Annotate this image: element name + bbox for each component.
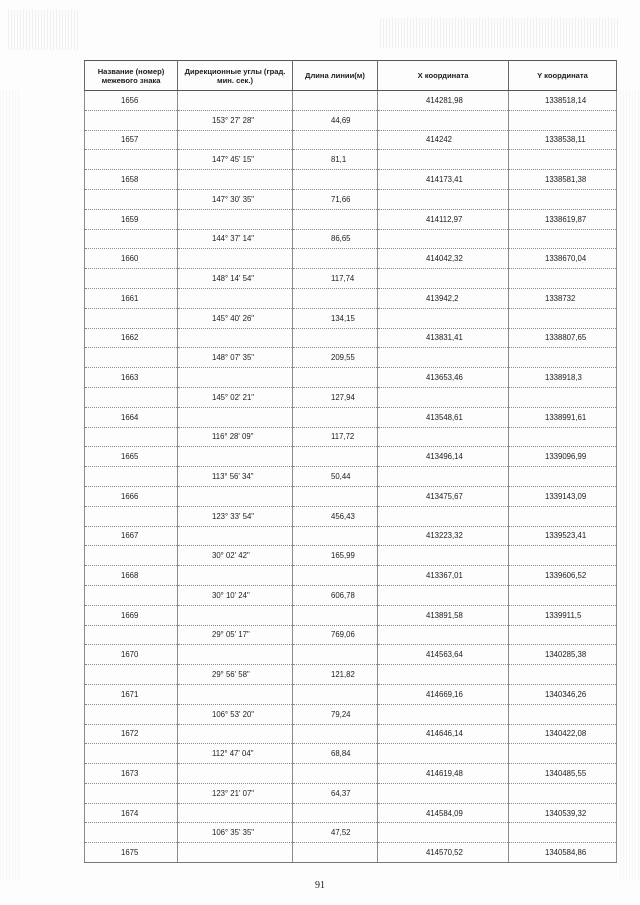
y-coordinate-cell: 1339606,52 <box>509 566 617 586</box>
table-row <box>85 585 617 605</box>
x-coordinate-cell: 414112,97 <box>378 209 509 229</box>
line-length-cell <box>293 130 378 150</box>
y-coordinate-cell <box>509 387 617 407</box>
y-coordinate-cell <box>509 427 617 447</box>
x-coordinate-cell <box>378 823 509 843</box>
directional-angle-cell: 29° 05' 17" <box>178 625 293 645</box>
line-length-cell: 134,15 <box>293 308 378 328</box>
y-coordinate-cell <box>509 665 617 685</box>
boundary-coordinates-table <box>84 60 617 863</box>
directional-angle-cell: 148° 07' 35" <box>178 348 293 368</box>
directional-angle-cell: 153° 27' 28" <box>178 110 293 130</box>
table-body <box>85 91 617 863</box>
marker-name-cell <box>85 625 178 645</box>
y-coordinate-cell <box>509 229 617 249</box>
y-coordinate-cell: 1340422,08 <box>509 724 617 744</box>
y-coordinate-cell: 1338670,04 <box>509 249 617 269</box>
marker-name-cell <box>85 387 178 407</box>
directional-angle-cell <box>178 803 293 823</box>
scan-noise <box>380 18 620 48</box>
x-coordinate-cell: 414584,09 <box>378 803 509 823</box>
line-length-cell: 81,1 <box>293 150 378 170</box>
x-coordinate-cell: 413653,46 <box>378 368 509 388</box>
table-row <box>85 506 617 526</box>
x-coordinate-cell <box>378 110 509 130</box>
directional-angle-cell: 113° 56' 34" <box>178 467 293 487</box>
x-coordinate-cell <box>378 704 509 724</box>
table-row <box>85 625 617 645</box>
y-coordinate-cell: 1338581,38 <box>509 170 617 190</box>
y-coordinate-cell <box>509 506 617 526</box>
marker-name-cell: 1673 <box>85 764 178 784</box>
line-length-cell: 86,65 <box>293 229 378 249</box>
marker-name-cell <box>85 269 178 289</box>
line-length-cell: 79,24 <box>293 704 378 724</box>
x-coordinate-cell <box>378 229 509 249</box>
x-coordinate-cell <box>378 783 509 803</box>
table-row <box>85 803 617 823</box>
marker-name-cell: 1670 <box>85 645 178 665</box>
marker-name-cell <box>85 150 178 170</box>
table-row <box>85 843 617 863</box>
directional-angle-cell <box>178 764 293 784</box>
line-length-cell <box>293 684 378 704</box>
directional-angle-cell <box>178 328 293 348</box>
directional-angle-cell: 112° 47' 04" <box>178 744 293 764</box>
x-coordinate-cell: 414281,98 <box>378 91 509 111</box>
table-row <box>85 566 617 586</box>
x-coordinate-cell: 414570,52 <box>378 843 509 863</box>
line-length-cell: 64,37 <box>293 783 378 803</box>
line-length-cell <box>293 724 378 744</box>
scan-noise <box>8 10 78 50</box>
line-length-cell <box>293 486 378 506</box>
x-coordinate-cell: 413496,14 <box>378 447 509 467</box>
header-line-length: Длина линии(м) <box>293 61 378 91</box>
line-length-cell <box>293 170 378 190</box>
table-row <box>85 764 617 784</box>
table-row <box>85 229 617 249</box>
marker-name-cell: 1674 <box>85 803 178 823</box>
line-length-cell <box>293 407 378 427</box>
y-coordinate-cell: 1339911,5 <box>509 605 617 625</box>
x-coordinate-cell <box>378 189 509 209</box>
marker-name-cell <box>85 348 178 368</box>
y-coordinate-cell: 1340285,38 <box>509 645 617 665</box>
y-coordinate-cell: 1338918,3 <box>509 368 617 388</box>
directional-angle-cell: 30° 02' 42" <box>178 546 293 566</box>
table-row <box>85 447 617 467</box>
line-length-cell: 117,72 <box>293 427 378 447</box>
x-coordinate-cell: 414646,14 <box>378 724 509 744</box>
marker-name-cell <box>85 308 178 328</box>
table-row <box>85 150 617 170</box>
marker-name-cell: 1665 <box>85 447 178 467</box>
directional-angle-cell: 145° 02' 21" <box>178 387 293 407</box>
directional-angle-cell: 147° 30' 35" <box>178 189 293 209</box>
line-length-cell <box>293 645 378 665</box>
table-row <box>85 249 617 269</box>
x-coordinate-cell <box>378 150 509 170</box>
y-coordinate-cell <box>509 189 617 209</box>
y-coordinate-cell: 1338991,61 <box>509 407 617 427</box>
directional-angle-cell <box>178 645 293 665</box>
y-coordinate-cell: 1340584,86 <box>509 843 617 863</box>
marker-name-cell <box>85 189 178 209</box>
line-length-cell: 71,66 <box>293 189 378 209</box>
y-coordinate-cell: 1340346,26 <box>509 684 617 704</box>
line-length-cell <box>293 328 378 348</box>
x-coordinate-cell <box>378 308 509 328</box>
directional-angle-cell <box>178 724 293 744</box>
table-row <box>85 368 617 388</box>
line-length-cell <box>293 209 378 229</box>
y-coordinate-cell: 1340539,32 <box>509 803 617 823</box>
line-length-cell <box>293 249 378 269</box>
table-row <box>85 724 617 744</box>
marker-name-cell: 1668 <box>85 566 178 586</box>
table-row <box>85 783 617 803</box>
marker-name-cell: 1656 <box>85 91 178 111</box>
marker-name-cell: 1657 <box>85 130 178 150</box>
directional-angle-cell <box>178 91 293 111</box>
y-coordinate-cell: 1339096,99 <box>509 447 617 467</box>
directional-angle-cell: 116° 28' 09" <box>178 427 293 447</box>
directional-angle-cell <box>178 288 293 308</box>
y-coordinate-cell: 1339143,09 <box>509 486 617 506</box>
x-coordinate-cell <box>378 744 509 764</box>
table-header-row <box>85 61 617 91</box>
y-coordinate-cell <box>509 744 617 764</box>
line-length-cell <box>293 566 378 586</box>
line-length-cell <box>293 526 378 546</box>
y-coordinate-cell <box>509 467 617 487</box>
directional-angle-cell <box>178 526 293 546</box>
line-length-cell: 68,84 <box>293 744 378 764</box>
y-coordinate-cell <box>509 704 617 724</box>
x-coordinate-cell: 414619,48 <box>378 764 509 784</box>
line-length-cell: 209,55 <box>293 348 378 368</box>
table-row <box>85 130 617 150</box>
marker-name-cell: 1666 <box>85 486 178 506</box>
directional-angle-cell: 145° 40' 26" <box>178 308 293 328</box>
marker-name-cell: 1661 <box>85 288 178 308</box>
line-length-cell: 121,82 <box>293 665 378 685</box>
line-length-cell: 606,78 <box>293 585 378 605</box>
x-coordinate-cell <box>378 585 509 605</box>
table-row <box>85 427 617 447</box>
table-row <box>85 189 617 209</box>
scan-noise <box>620 90 640 880</box>
table-row <box>85 546 617 566</box>
table-row <box>85 704 617 724</box>
line-length-cell: 769,06 <box>293 625 378 645</box>
marker-name-cell <box>85 506 178 526</box>
table-row <box>85 486 617 506</box>
directional-angle-cell: 30° 10' 24" <box>178 585 293 605</box>
line-length-cell <box>293 803 378 823</box>
table-row <box>85 269 617 289</box>
directional-angle-cell: 123° 21' 07" <box>178 783 293 803</box>
table-row <box>85 288 617 308</box>
line-length-cell <box>293 605 378 625</box>
directional-angle-cell <box>178 170 293 190</box>
y-coordinate-cell: 1338518,14 <box>509 91 617 111</box>
y-coordinate-cell: 1339523,41 <box>509 526 617 546</box>
table-row <box>85 665 617 685</box>
table-row <box>85 467 617 487</box>
marker-name-cell <box>85 823 178 843</box>
y-coordinate-cell <box>509 783 617 803</box>
line-length-cell <box>293 288 378 308</box>
marker-name-cell <box>85 783 178 803</box>
directional-angle-cell: 106° 35' 35" <box>178 823 293 843</box>
line-length-cell: 50,44 <box>293 467 378 487</box>
directional-angle-cell <box>178 407 293 427</box>
line-length-cell: 44,69 <box>293 110 378 130</box>
directional-angle-cell <box>178 605 293 625</box>
x-coordinate-cell: 414242 <box>378 130 509 150</box>
x-coordinate-cell <box>378 506 509 526</box>
table-row <box>85 387 617 407</box>
marker-name-cell <box>85 546 178 566</box>
y-coordinate-cell: 1338807,65 <box>509 328 617 348</box>
x-coordinate-cell: 413891,58 <box>378 605 509 625</box>
y-coordinate-cell <box>509 269 617 289</box>
line-length-cell <box>293 764 378 784</box>
table-row <box>85 209 617 229</box>
x-coordinate-cell: 414173,41 <box>378 170 509 190</box>
directional-angle-cell <box>178 843 293 863</box>
y-coordinate-cell: 1340485,55 <box>509 764 617 784</box>
directional-angle-cell <box>178 368 293 388</box>
x-coordinate-cell <box>378 546 509 566</box>
marker-name-cell: 1675 <box>85 843 178 863</box>
marker-name-cell <box>85 585 178 605</box>
directional-angle-cell: 106° 53' 20" <box>178 704 293 724</box>
x-coordinate-cell <box>378 348 509 368</box>
x-coordinate-cell <box>378 665 509 685</box>
y-coordinate-cell: 1338538,11 <box>509 130 617 150</box>
y-coordinate-cell <box>509 150 617 170</box>
scan-noise <box>0 90 20 880</box>
header-y-coordinate: Y координата <box>509 61 617 91</box>
line-length-cell: 117,74 <box>293 269 378 289</box>
line-length-cell: 456,43 <box>293 506 378 526</box>
y-coordinate-cell <box>509 625 617 645</box>
table-row <box>85 328 617 348</box>
table-row <box>85 110 617 130</box>
marker-name-cell: 1671 <box>85 684 178 704</box>
marker-name-cell: 1669 <box>85 605 178 625</box>
header-directional-angle: Дирекционные углы (град. мин. сек.) <box>178 61 293 91</box>
table-row <box>85 308 617 328</box>
table-row <box>85 407 617 427</box>
x-coordinate-cell: 413831,41 <box>378 328 509 348</box>
page-number: 91 <box>315 880 325 891</box>
x-coordinate-cell: 414563,64 <box>378 645 509 665</box>
table-row <box>85 91 617 111</box>
directional-angle-cell: 147° 45' 15" <box>178 150 293 170</box>
header-x-coordinate: X координата <box>378 61 509 91</box>
line-length-cell <box>293 368 378 388</box>
marker-name-cell <box>85 110 178 130</box>
table-row <box>85 170 617 190</box>
directional-angle-cell <box>178 486 293 506</box>
marker-name-cell: 1664 <box>85 407 178 427</box>
directional-angle-cell: 29° 56' 58" <box>178 665 293 685</box>
marker-name-cell <box>85 467 178 487</box>
line-length-cell <box>293 843 378 863</box>
x-coordinate-cell: 413475,67 <box>378 486 509 506</box>
marker-name-cell <box>85 229 178 249</box>
line-length-cell <box>293 91 378 111</box>
x-coordinate-cell: 413548,61 <box>378 407 509 427</box>
marker-name-cell: 1663 <box>85 368 178 388</box>
marker-name-cell: 1662 <box>85 328 178 348</box>
x-coordinate-cell: 413942,2 <box>378 288 509 308</box>
y-coordinate-cell: 1338619,87 <box>509 209 617 229</box>
line-length-cell: 47,52 <box>293 823 378 843</box>
table-row <box>85 526 617 546</box>
table-row <box>85 348 617 368</box>
y-coordinate-cell <box>509 110 617 130</box>
x-coordinate-cell <box>378 467 509 487</box>
x-coordinate-cell: 414042,32 <box>378 249 509 269</box>
x-coordinate-cell <box>378 269 509 289</box>
directional-angle-cell: 144° 37' 14" <box>178 229 293 249</box>
x-coordinate-cell: 413223,32 <box>378 526 509 546</box>
marker-name-cell: 1659 <box>85 209 178 229</box>
x-coordinate-cell <box>378 427 509 447</box>
marker-name-cell <box>85 665 178 685</box>
table-row <box>85 823 617 843</box>
line-length-cell: 127,94 <box>293 387 378 407</box>
marker-name-cell: 1660 <box>85 249 178 269</box>
table-row <box>85 744 617 764</box>
directional-angle-cell <box>178 566 293 586</box>
y-coordinate-cell <box>509 308 617 328</box>
directional-angle-cell: 148° 14' 54" <box>178 269 293 289</box>
directional-angle-cell <box>178 684 293 704</box>
table-row <box>85 645 617 665</box>
directional-angle-cell <box>178 130 293 150</box>
directional-angle-cell <box>178 209 293 229</box>
marker-name-cell <box>85 744 178 764</box>
line-length-cell <box>293 447 378 467</box>
x-coordinate-cell <box>378 625 509 645</box>
marker-name-cell <box>85 427 178 447</box>
y-coordinate-cell <box>509 348 617 368</box>
y-coordinate-cell <box>509 585 617 605</box>
y-coordinate-cell: 1338732 <box>509 288 617 308</box>
marker-name-cell: 1658 <box>85 170 178 190</box>
y-coordinate-cell <box>509 823 617 843</box>
directional-angle-cell: 123° 33' 54" <box>178 506 293 526</box>
directional-angle-cell <box>178 249 293 269</box>
line-length-cell: 165,99 <box>293 546 378 566</box>
y-coordinate-cell <box>509 546 617 566</box>
header-marker-name: Название (номер) межевого знака <box>85 61 178 91</box>
marker-name-cell <box>85 704 178 724</box>
directional-angle-cell <box>178 447 293 467</box>
x-coordinate-cell: 413367,01 <box>378 566 509 586</box>
marker-name-cell: 1667 <box>85 526 178 546</box>
table-row <box>85 605 617 625</box>
table-row <box>85 684 617 704</box>
marker-name-cell: 1672 <box>85 724 178 744</box>
x-coordinate-cell <box>378 387 509 407</box>
x-coordinate-cell: 414669,16 <box>378 684 509 704</box>
